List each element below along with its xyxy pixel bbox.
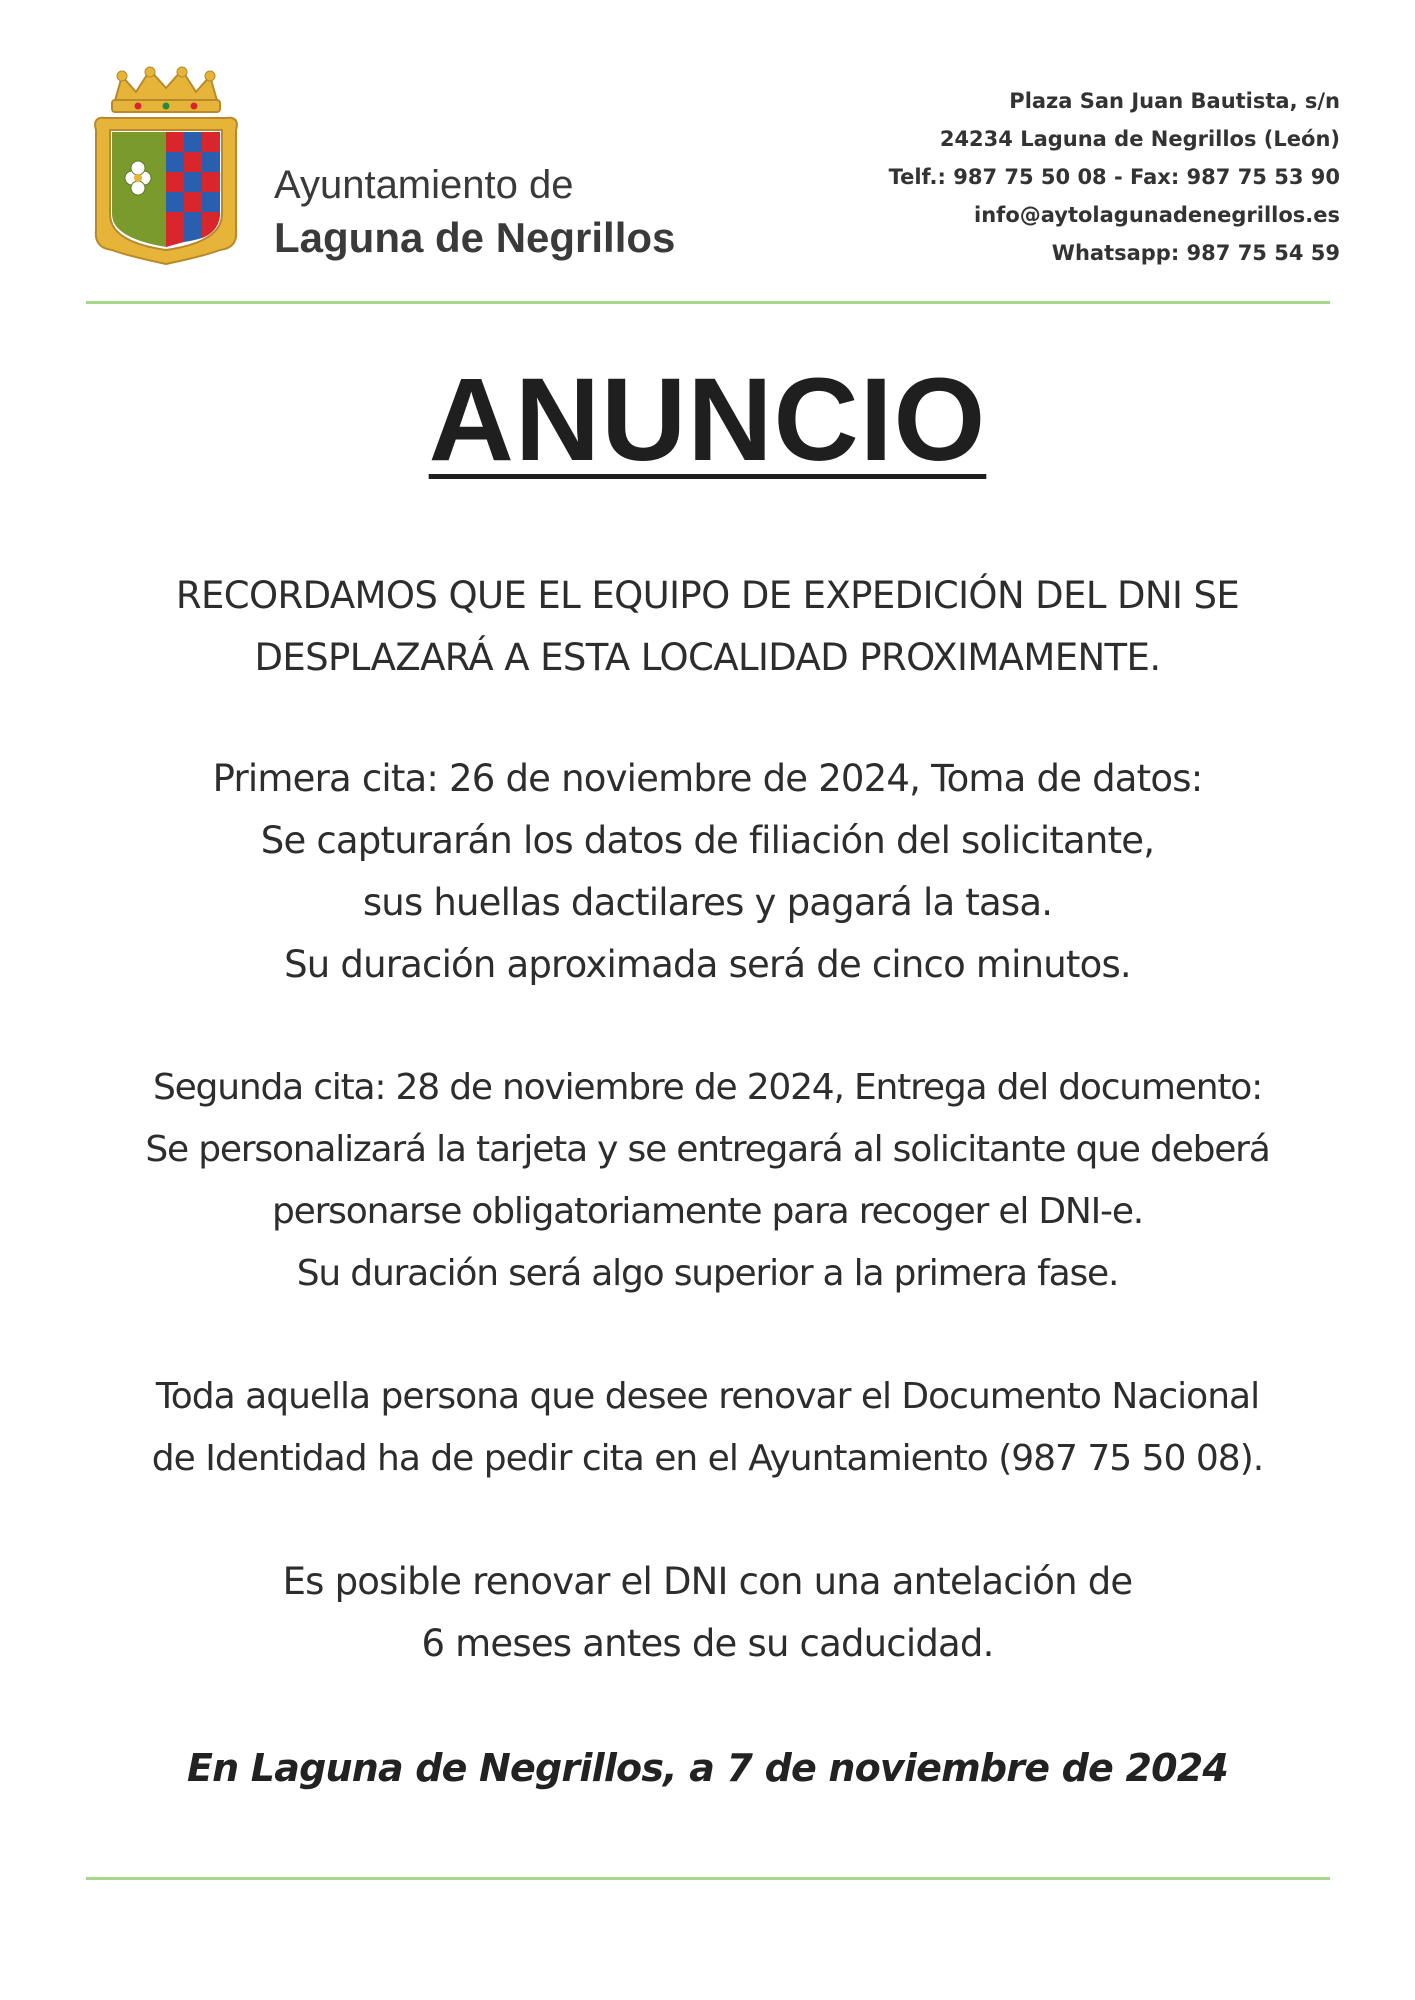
letterhead	[0, 0, 1415, 300]
second-appointment-line: Su duración será algo superior a la primera fase.	[296, 1253, 1119, 1294]
org-name-line1: Ayuntamiento de	[274, 163, 574, 207]
first-appointment-line: sus huellas dactilares y pagará la tasa.	[362, 881, 1053, 924]
intro-paragraph	[40, 565, 1375, 689]
address-line: Plaza San Juan Bautista, s/n	[1009, 89, 1340, 113]
footer-divider	[86, 1877, 1330, 1880]
email-line: info@aytolagunadenegrillos.es	[974, 203, 1340, 227]
advance-paragraph	[40, 1551, 1375, 1675]
second-appointment-line: Se personalizará la tarjeta y se entregará al solicitante que deberá	[145, 1129, 1270, 1170]
renewal-line: de Identidad ha de pedir cita en el Ayuntamiento (987 75 50 08).	[151, 1438, 1264, 1479]
second-appointment-paragraph	[40, 1057, 1375, 1305]
contact-info	[889, 82, 1340, 272]
first-appointment-line: Se capturarán los datos de filiación del solicitante,	[260, 819, 1155, 862]
intro-line: DESPLAZARÁ A ESTA LOCALIDAD PROXIMAMENTE.	[254, 636, 1161, 679]
first-appointment-line: Primera cita: 26 de noviembre de 2024, Toma de datos:	[212, 757, 1203, 800]
renewal-line: Toda aquella persona que desee renovar el Documento Nacional	[155, 1376, 1260, 1417]
advance-line: 6 meses antes de su caducidad.	[421, 1622, 994, 1665]
title-text: ANUNCIO	[428, 354, 987, 486]
org-name-line2: Laguna de Negrillos	[274, 214, 676, 261]
coat-of-arms-icon	[92, 66, 240, 266]
intro-line: RECORDAMOS QUE EL EQUIPO DE EXPEDICIÓN DEL DNI SE	[175, 574, 1240, 617]
renewal-paragraph	[40, 1366, 1375, 1490]
phone-fax-line: Telf.: 987 75 50 08 - Fax: 987 75 53 90	[888, 165, 1340, 189]
second-appointment-line: Segunda cita: 28 de noviembre de 2024, Entrega del documento:	[152, 1067, 1263, 1108]
header-divider	[86, 301, 1330, 304]
advance-line: Es posible renovar el DNI con una antelación de	[282, 1560, 1133, 1603]
first-appointment-paragraph	[40, 748, 1375, 996]
second-appointment-line: personarse obligatoriamente para recoger el DNI-e.	[271, 1191, 1144, 1232]
first-appointment-line: Su duración aproximada será de cinco minutos.	[284, 943, 1131, 986]
page-title	[0, 352, 1415, 488]
postal-address-line: 24234 Laguna de Negrillos (León)	[939, 127, 1340, 151]
whatsapp-line: Whatsapp: 987 75 54 59	[1051, 241, 1340, 265]
signature-line: En Laguna de Negrillos, a 7 de noviembre de 2024	[186, 1746, 1229, 1790]
